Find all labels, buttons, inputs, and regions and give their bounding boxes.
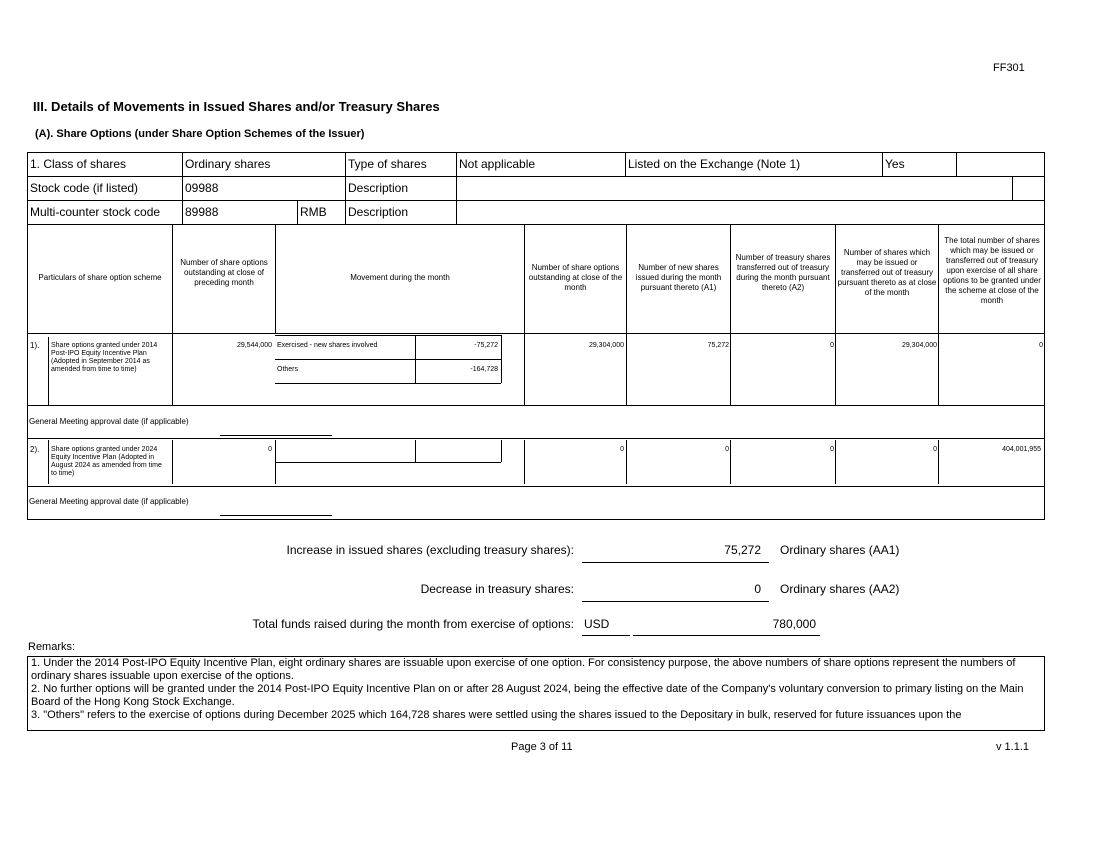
remark-3: 3. "Others" refers to the exercise of options during December 2025 which 164,728 shares were settled using the shares issued to the Depositary in bulk, reserved for future issuances upon the <box>31 709 962 721</box>
scheme1-movement1-label: Exercised - new shares involved <box>277 342 378 349</box>
scheme2-treasury: 0 <box>830 446 834 453</box>
funds-label: Total funds raised during the month from exercise of options: <box>252 617 574 631</box>
remarks-label: Remarks: <box>28 641 76 653</box>
section-title: III. Details of Movements in Issued Shares and/or Treasury Shares <box>33 99 440 114</box>
scheme1-movement2-label: Others <box>277 366 299 373</box>
subsection-title: (A). Share Options (under Share Option Schemes of the Issuer) <box>35 128 365 140</box>
increase-unit: Ordinary shares (AA1) <box>780 543 900 557</box>
version: v 1.1.1 <box>996 741 1030 753</box>
gm-label-2: General Meeting approval date (if applicable) <box>29 497 189 506</box>
scheme2-total-may-be-issued: 404,001,955 <box>1002 446 1041 453</box>
multi-counter-value: 89988 <box>185 205 219 219</box>
scheme1-treasury: 0 <box>830 342 834 349</box>
type-label: Type of shares <box>348 157 427 171</box>
multi-counter-label: Multi-counter stock code <box>30 205 161 219</box>
listed-label: Listed on the Exchange (Note 1) <box>628 157 801 171</box>
decrease-value: 0 <box>754 582 761 596</box>
scheme2-outstanding-close: 0 <box>620 446 624 453</box>
hdr-outstanding-prev: Number of share options outstanding at close of preceding month <box>180 258 268 287</box>
increase-value: 75,272 <box>724 543 761 557</box>
hdr-movement: Movement during the month <box>350 273 450 282</box>
scheme1-outstanding-prev: 29,544,000 <box>236 342 272 349</box>
stock-desc-label: Description <box>348 181 409 195</box>
type-value: Not applicable <box>459 157 536 171</box>
scheme1-movement2-value: -164,728 <box>470 366 498 373</box>
scheme2-name: Share options granted under 2024 Equity Incentive Plan (Adopted in August 2024 as amended from time to time) <box>51 446 162 477</box>
hdr-new-shares: Number of new shares issued during the month pursuant thereto (A1) <box>635 263 722 292</box>
scheme1-outstanding-close: 29,304,000 <box>588 342 624 349</box>
multi-desc-label: Description <box>348 205 409 219</box>
stock-code-value: 09988 <box>185 181 219 195</box>
scheme2-num: 2). <box>30 445 40 454</box>
hdr-total-may-be-issued: The total number of shares which may be issued or transferred out of treasury upon exercise of all share options to be granted under the scheme at close of the month <box>943 236 1041 305</box>
gm-label-1: General Meeting approval date (if applicable) <box>29 417 189 426</box>
scheme2-outstanding-prev: 0 <box>268 446 272 453</box>
scheme1-may-be-issued: 29,304,000 <box>901 342 937 349</box>
stock-code-label: Stock code (if listed) <box>30 181 139 195</box>
class-value: Ordinary shares <box>185 157 271 171</box>
page-number: Page 3 of 11 <box>511 741 573 753</box>
hdr-may-be-issued: Number of shares which may be issued or transferred out of treasury pursuant thereto as at close of the month <box>837 248 937 297</box>
scheme1-new-shares: 75,272 <box>707 342 729 349</box>
increase-label: Increase in issued shares (excluding treasury shares): <box>286 543 574 557</box>
funds-currency: USD <box>584 617 610 631</box>
scheme1-name: Share options granted under 2014 Post-IPO Equity Incentive Plan (Adopted in September 2014 as amended from time to time) <box>51 342 158 373</box>
hdr-treasury: Number of treasury shares transferred out of treasury during the month pursuant thereto (A2) <box>735 253 831 292</box>
decrease-unit: Ordinary shares (AA2) <box>780 582 900 596</box>
listed-value: Yes <box>885 157 905 171</box>
gm-date-field-2[interactable] <box>220 515 332 516</box>
decrease-label: Decrease in treasury shares: <box>420 582 574 596</box>
hdr-outstanding-close: Number of share options outstanding at close of the month <box>528 263 623 292</box>
scheme2-new-shares: 0 <box>725 446 729 453</box>
scheme1-num: 1). <box>30 341 40 350</box>
class-label: 1. Class of shares <box>30 157 127 171</box>
hdr-particulars: Particulars of share option scheme <box>38 273 162 282</box>
multi-counter-currency: RMB <box>300 205 327 219</box>
remark-1: 1. Under the 2014 Post-IPO Equity Incentive Plan, eight ordinary shares are issuable upon exercise of one option. For consistency purpose, the above numbers of share options represent the numbers of ordinary shares issuable upon exercise of the options. <box>31 657 1016 682</box>
remarks-box <box>27 656 1045 731</box>
remark-2: 2. No further options will be granted under the 2014 Post-IPO Equity Incentive Plan on or after 28 August 2024, being the effective date of the Company's voluntary conversion to primary listing on the Main Board of the Hong Kong Stock Exchange. <box>31 683 1024 708</box>
scheme2-may-be-issued: 0 <box>933 446 937 453</box>
gm-date-field-1[interactable] <box>220 435 332 436</box>
scheme1-total-may-be-issued: 0 <box>1039 342 1043 349</box>
form-code: FF301 <box>993 62 1025 74</box>
funds-value: 780,000 <box>772 617 816 631</box>
scheme1-movement1-value: -75,272 <box>474 342 498 349</box>
